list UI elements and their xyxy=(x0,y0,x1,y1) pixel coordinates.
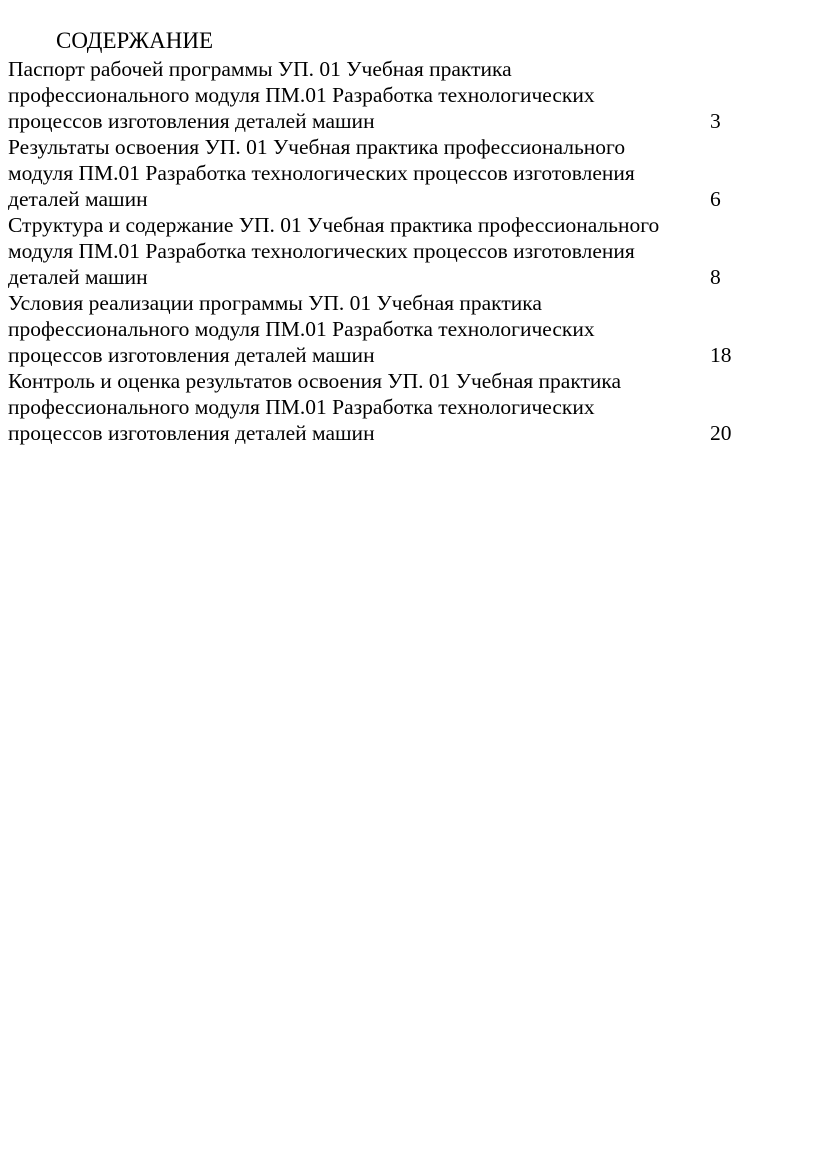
toc-entry-line: процессов изготовления деталей машин xyxy=(8,421,375,445)
table-of-contents xyxy=(8,56,748,446)
toc-entry-line: Условия реализации программы УП. 01 Учебная практика xyxy=(8,291,542,315)
toc-page-number: 3 xyxy=(710,109,721,133)
toc-entry-passport xyxy=(8,56,748,134)
toc-page-number: 6 xyxy=(710,187,721,211)
toc-entry-line: Структура и содержание УП. 01 Учебная практика профессионального xyxy=(8,213,660,237)
toc-page-number: 18 xyxy=(710,343,732,367)
toc-entry-line: профессионального модуля ПМ.01 Разработка технологических xyxy=(8,83,595,107)
toc-entry-control xyxy=(8,368,748,446)
toc-entry-structure xyxy=(8,212,748,290)
toc-entry-line: деталей машин xyxy=(8,187,148,211)
toc-page-number: 8 xyxy=(710,265,721,289)
toc-entry-line: модуля ПМ.01 Разработка технологических процессов изготовления xyxy=(8,161,635,185)
toc-entry-results xyxy=(8,134,748,212)
toc-entry-line: деталей машин xyxy=(8,265,148,289)
toc-entry-line: процессов изготовления деталей машин xyxy=(8,343,375,367)
toc-entry-line: процессов изготовления деталей машин xyxy=(8,109,375,133)
toc-entry-line: профессионального модуля ПМ.01 Разработка технологических xyxy=(8,395,595,419)
toc-title: СОДЕРЖАНИЕ xyxy=(56,28,214,53)
toc-entry-line: Результаты освоения УП. 01 Учебная практика профессионального xyxy=(8,135,626,159)
toc-entry-line: Контроль и оценка результатов освоения УП. 01 Учебная практика xyxy=(8,369,622,393)
toc-page-number: 20 xyxy=(710,421,732,445)
toc-entry-line: Паспорт рабочей программы УП. 01 Учебная практика xyxy=(8,57,512,81)
toc-entry-line: модуля ПМ.01 Разработка технологических процессов изготовления xyxy=(8,239,635,263)
toc-entry-conditions xyxy=(8,290,748,368)
toc-entry-line: профессионального модуля ПМ.01 Разработка технологических xyxy=(8,317,595,341)
